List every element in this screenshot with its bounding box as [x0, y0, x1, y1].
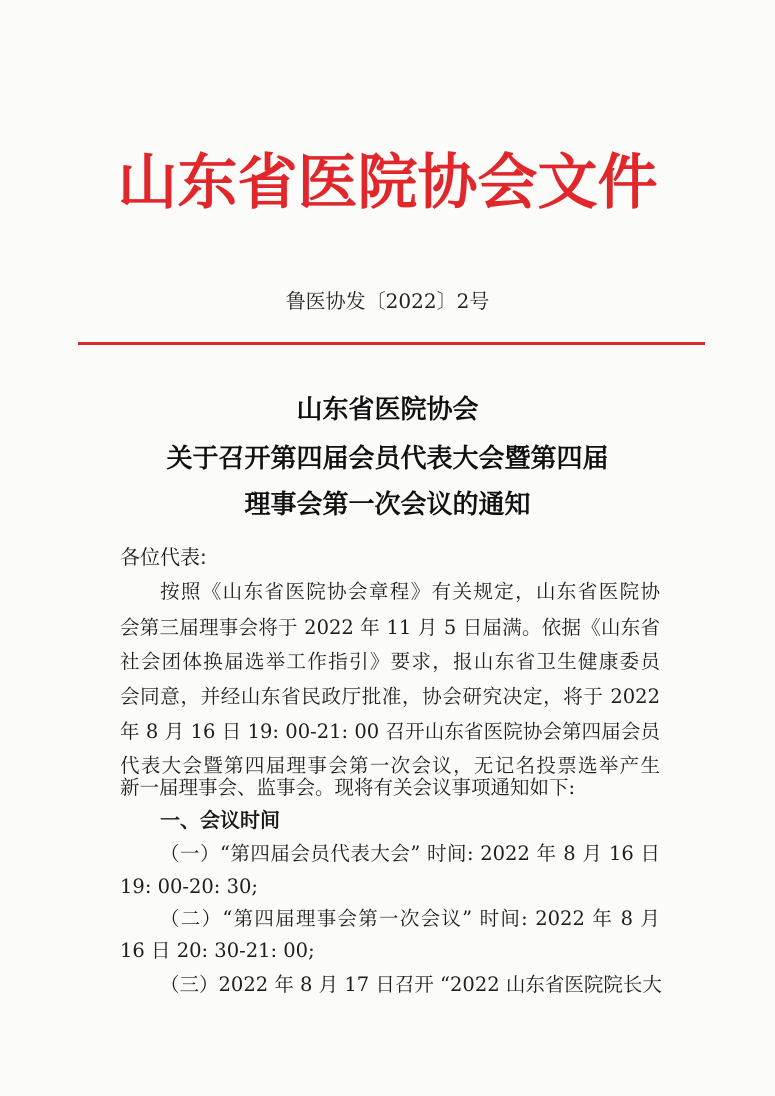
paragraph-line: 社会团体换届选举工作指引》要求，报山东省卫生健康委员: [120, 650, 660, 673]
paragraph-line: 年 8 月 16 日 19: 00-21: 00 召开山东省医院协会第四届会员: [120, 720, 660, 743]
paragraph-line: 会同意，并经山东省民政厅批准，协会研究决定，将于 2022: [120, 685, 660, 708]
list-item-line: （二）“第四届理事会第一次会议” 时间: 2022 年 8 月: [160, 907, 660, 930]
paragraph-line: 按照《山东省医院协会章程》有关规定，山东省医院协: [160, 580, 660, 603]
notice-title-line-1: 山东省医院协会: [296, 395, 479, 425]
list-item-line: （三）2022 年 8 月 17 日召开 “2022 山东省医院院长大: [160, 973, 662, 996]
paragraph-line: 新一届理事会、监事会。现将有关会议事项通知如下:: [120, 776, 576, 799]
list-item-line: 16 日 20: 30-21: 00;: [120, 939, 315, 962]
document-masthead: 山东省医院协会文件: [117, 148, 658, 218]
notice-title-line-3: 理事会第一次会议的通知: [244, 490, 531, 520]
paragraph-line: 代表大会暨第四届理事会第一次会议，无记名投票选举产生: [120, 754, 660, 777]
paragraph-line: 会第三届理事会将于 2022 年 11 月 5 日届满。依据《山东省: [120, 616, 660, 639]
notice-title-line-2: 关于召开第四届会员代表大会暨第四届: [166, 444, 609, 474]
salutation: 各位代表:: [120, 545, 207, 569]
red-divider-line: [78, 342, 705, 345]
list-item-line: （一）“第四届会员代表大会” 时间: 2022 年 8 月 16 日: [160, 842, 660, 865]
document-number: 鲁医协发〔2022〕2号: [285, 289, 490, 313]
list-item-line: 19: 00-20: 30;: [120, 875, 258, 898]
section-heading: 一、会议时间: [160, 808, 280, 832]
